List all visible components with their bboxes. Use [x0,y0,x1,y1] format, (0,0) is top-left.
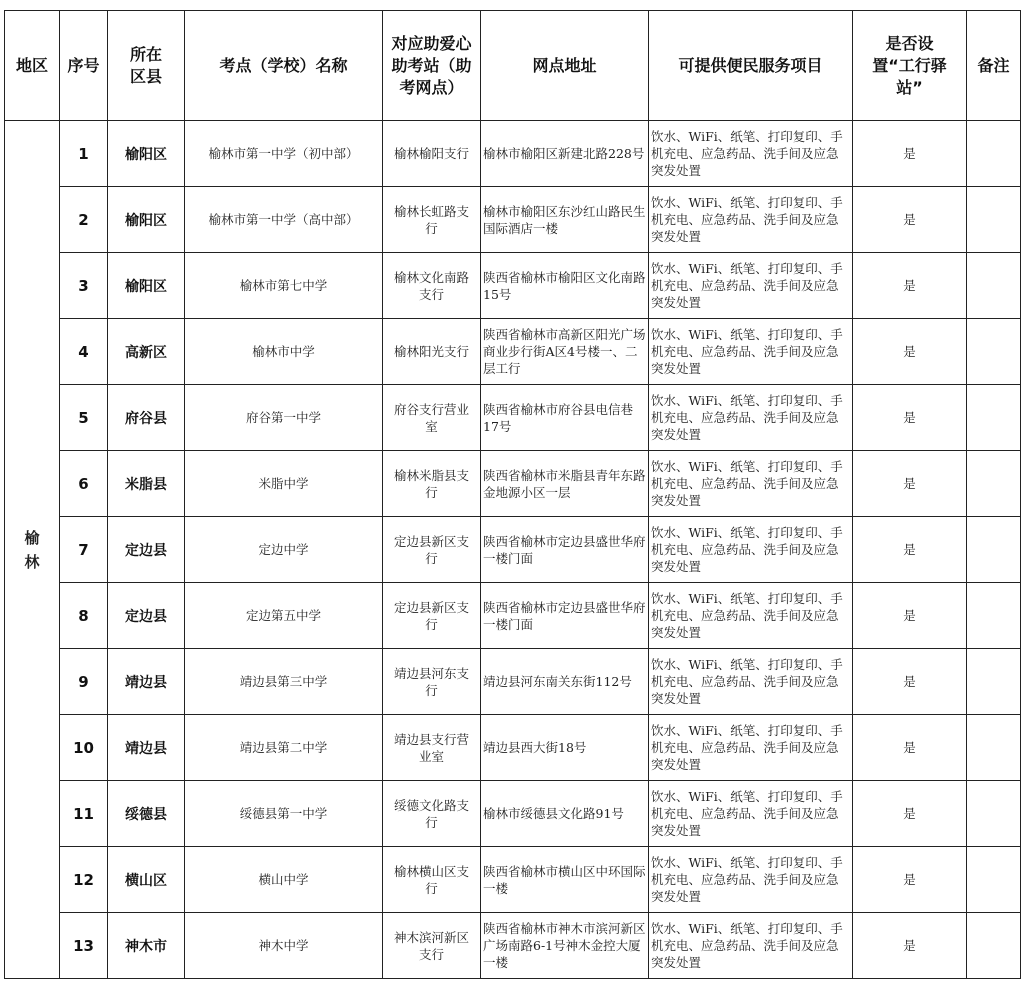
remark-cell [967,451,1021,517]
station-label: 神木滨河新区支行 [393,929,469,962]
seq-cell: 10 [60,715,108,781]
region-label: 榆林 [24,528,40,571]
address-cell: 靖边县河东南关东街112号 [481,649,649,715]
school-cell: 榆林市第七中学 [185,253,383,319]
station-label: 榆林文化南路支行 [393,269,469,302]
seq-cell: 2 [60,187,108,253]
station-cell [383,319,481,385]
station-cell [383,913,481,979]
header-row [5,11,1021,121]
school-cell: 靖边县第二中学 [185,715,383,781]
table-row [5,649,1021,715]
school-cell: 榆林市中学 [185,319,383,385]
station-cell [383,187,481,253]
station-cell [383,649,481,715]
station-cell [383,715,481,781]
county-cell: 米脂县 [108,451,185,517]
remark-cell [967,385,1021,451]
seq-cell: 3 [60,253,108,319]
exam-station-table [4,10,1021,979]
school-cell: 横山中学 [185,847,383,913]
header-address: 网点地址 [481,11,649,121]
address-cell: 陕西省榆林市定边县盛世华府一楼门面 [481,517,649,583]
header-is-station: 是否设置“工行驿站” [853,11,967,121]
station-label: 靖边县河东支行 [393,665,469,698]
school-cell: 定边第五中学 [185,583,383,649]
county-cell: 榆阳区 [108,253,185,319]
school-cell: 绥德县第一中学 [185,781,383,847]
table-row [5,253,1021,319]
county-cell: 绥德县 [108,781,185,847]
remark-cell [967,583,1021,649]
seq-cell: 8 [60,583,108,649]
seq-cell: 5 [60,385,108,451]
seq-cell: 9 [60,649,108,715]
station-cell [383,253,481,319]
services-cell: 饮水、WiFi、纸笔、打印复印、手机充电、应急药品、洗手间及应急突发处置 [649,847,853,913]
table-row [5,187,1021,253]
station-label: 榆林米脂县支行 [393,467,469,500]
county-cell: 定边县 [108,517,185,583]
is-station-cell: 是 [853,253,967,319]
station-label: 定边县新区支行 [393,533,469,566]
station-cell [383,385,481,451]
school-cell: 榆林市第一中学（初中部） [185,121,383,187]
table-row [5,319,1021,385]
address-cell: 陕西省榆林市横山区中环国际一楼 [481,847,649,913]
station-label: 榆林榆阳支行 [393,146,469,161]
station-cell [383,847,481,913]
services-cell: 饮水、WiFi、纸笔、打印复印、手机充电、应急药品、洗手间及应急突发处置 [649,781,853,847]
school-cell: 靖边县第三中学 [185,649,383,715]
school-cell: 府谷第一中学 [185,385,383,451]
address-cell: 陕西省榆林市榆阳区文化南路15号 [481,253,649,319]
remark-cell [967,913,1021,979]
station-cell [383,451,481,517]
station-label: 榆林阳光支行 [393,344,469,359]
county-cell: 靖边县 [108,715,185,781]
seq-cell: 13 [60,913,108,979]
station-label: 榆林横山区支行 [393,863,469,896]
is-station-cell: 是 [853,847,967,913]
address-cell: 榆林市榆阳区东沙红山路民生国际酒店一楼 [481,187,649,253]
header-county: 所在区县 [108,11,185,121]
header-school: 考点（学校）名称 [185,11,383,121]
header-services: 可提供便民服务项目 [649,11,853,121]
address-cell: 陕西省榆林市米脂县青年东路金地源小区一层 [481,451,649,517]
county-cell: 横山区 [108,847,185,913]
station-label: 定边县新区支行 [393,599,469,632]
address-cell: 陕西省榆林市府谷县电信巷17号 [481,385,649,451]
is-station-cell: 是 [853,517,967,583]
header-remark: 备注 [967,11,1021,121]
seq-cell: 7 [60,517,108,583]
address-cell: 陕西省榆林市高新区阳光广场商业步行街A区4号楼一、二层工行 [481,319,649,385]
services-cell: 饮水、WiFi、纸笔、打印复印、手机充电、应急药品、洗手间及应急突发处置 [649,451,853,517]
is-station-cell: 是 [853,583,967,649]
station-cell [383,517,481,583]
seq-cell: 11 [60,781,108,847]
services-cell: 饮水、WiFi、纸笔、打印复印、手机充电、应急药品、洗手间及应急突发处置 [649,517,853,583]
table-row [5,385,1021,451]
station-label: 府谷支行营业室 [393,401,469,434]
is-station-cell: 是 [853,913,967,979]
remark-cell [967,649,1021,715]
services-cell: 饮水、WiFi、纸笔、打印复印、手机充电、应急药品、洗手间及应急突发处置 [649,649,853,715]
services-cell: 饮水、WiFi、纸笔、打印复印、手机充电、应急药品、洗手间及应急突发处置 [649,319,853,385]
school-cell: 神木中学 [185,913,383,979]
header-seq: 序号 [60,11,108,121]
region-cell [5,121,60,979]
is-station-cell: 是 [853,715,967,781]
is-station-cell: 是 [853,649,967,715]
station-cell [383,781,481,847]
remark-cell [967,319,1021,385]
remark-cell [967,517,1021,583]
table-row [5,121,1021,187]
county-cell: 靖边县 [108,649,185,715]
services-cell: 饮水、WiFi、纸笔、打印复印、手机充电、应急药品、洗手间及应急突发处置 [649,187,853,253]
station-label: 靖边县支行营业室 [393,731,469,764]
is-station-cell: 是 [853,187,967,253]
table-row [5,715,1021,781]
seq-cell: 6 [60,451,108,517]
station-cell [383,583,481,649]
address-cell: 榆林市榆阳区新建北路228号 [481,121,649,187]
remark-cell [967,715,1021,781]
services-cell: 饮水、WiFi、纸笔、打印复印、手机充电、应急药品、洗手间及应急突发处置 [649,253,853,319]
county-cell: 榆阳区 [108,121,185,187]
services-cell: 饮水、WiFi、纸笔、打印复印、手机充电、应急药品、洗手间及应急突发处置 [649,913,853,979]
school-cell: 定边中学 [185,517,383,583]
seq-cell: 1 [60,121,108,187]
county-cell: 榆阳区 [108,187,185,253]
header-station: 对应助爱心助考站（助考网点） [383,11,481,121]
services-cell: 饮水、WiFi、纸笔、打印复印、手机充电、应急药品、洗手间及应急突发处置 [649,385,853,451]
remark-cell [967,121,1021,187]
seq-cell: 4 [60,319,108,385]
table-row [5,913,1021,979]
services-cell: 饮水、WiFi、纸笔、打印复印、手机充电、应急药品、洗手间及应急突发处置 [649,583,853,649]
table-row [5,781,1021,847]
county-cell: 神木市 [108,913,185,979]
county-cell: 高新区 [108,319,185,385]
county-cell: 府谷县 [108,385,185,451]
address-cell: 陕西省榆林市神木市滨河新区广场南路6-1号神木金控大厦一楼 [481,913,649,979]
address-cell: 榆林市绥德县文化路91号 [481,781,649,847]
county-cell: 定边县 [108,583,185,649]
table-row [5,583,1021,649]
station-label: 绥德文化路支行 [393,797,469,830]
table-row [5,451,1021,517]
exam-station-document [4,10,1020,979]
remark-cell [967,253,1021,319]
school-cell: 米脂中学 [185,451,383,517]
remark-cell [967,781,1021,847]
remark-cell [967,187,1021,253]
is-station-cell: 是 [853,451,967,517]
school-cell: 榆林市第一中学（高中部） [185,187,383,253]
station-cell [383,121,481,187]
is-station-cell: 是 [853,319,967,385]
table-row [5,517,1021,583]
services-cell: 饮水、WiFi、纸笔、打印复印、手机充电、应急药品、洗手间及应急突发处置 [649,121,853,187]
seq-cell: 12 [60,847,108,913]
table-body [5,121,1021,979]
is-station-cell: 是 [853,385,967,451]
is-station-cell: 是 [853,121,967,187]
address-cell: 靖边县西大街18号 [481,715,649,781]
is-station-cell: 是 [853,781,967,847]
address-cell: 陕西省榆林市定边县盛世华府一楼门面 [481,583,649,649]
remark-cell [967,847,1021,913]
table-row [5,847,1021,913]
services-cell: 饮水、WiFi、纸笔、打印复印、手机充电、应急药品、洗手间及应急突发处置 [649,715,853,781]
header-region: 地区 [5,11,60,121]
station-label: 榆林长虹路支行 [393,203,469,236]
